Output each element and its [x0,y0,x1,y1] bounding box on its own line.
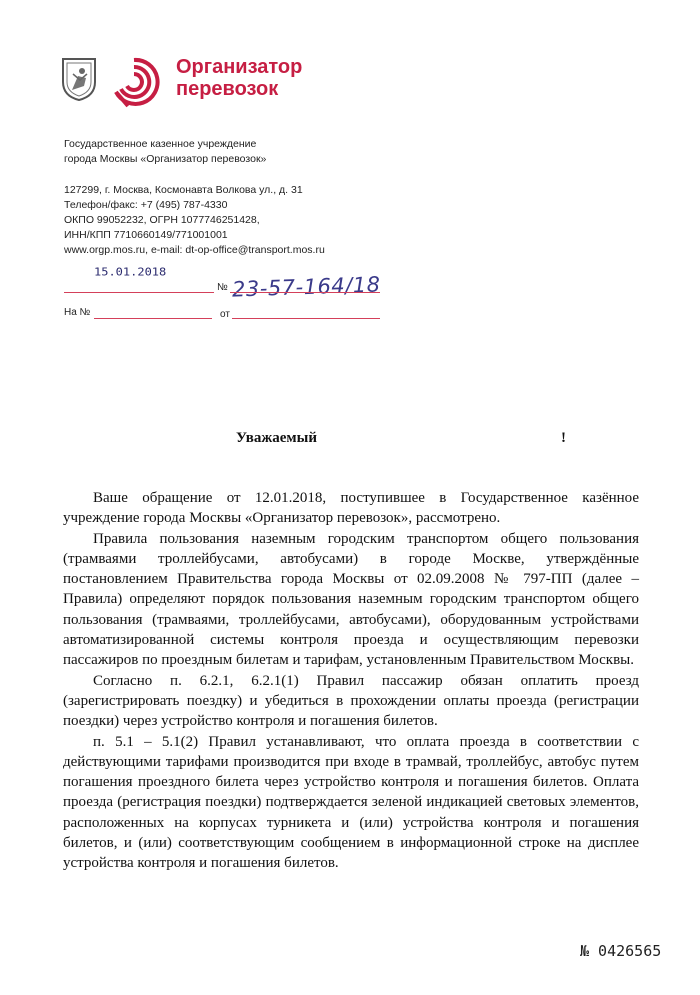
from-label: от [220,309,230,320]
logo-line-1: Организатор [176,56,303,78]
document-serial-number: № 0426565 [580,942,662,960]
organizer-logo-icon [108,56,160,108]
web-email: www.orgp.mos.ru, e-mail: dt-op-office@transport.mos.ru [64,244,325,256]
org-name-line-1: Государственное казенное учреждение [64,138,257,150]
organization-name [64,137,384,167]
from-underline [232,318,380,319]
greeting-exclamation: ! [561,430,566,446]
paragraph-2: Правила пользования наземным городским транспортом общего пользования (трамваями троллейбусами, автобусами) в городе Москве, утверждённые постановлением Правительства города Москвы от 02.09.2008 № 797-ПП (далее – Правила) определяют порядок пользования наземным городским транспортом общего пользования (трамваями, троллейбусами, автобусами), оборудованным устройствами автоматизированной системы контроля проезда и осуществляющим перевозки пассажиров по проездным билетам и тарифам, установленным Правительством Москвы. [63,530,639,669]
address: 127299, г. Москва, Космонавта Волкова ул., д. 31 [64,184,303,196]
organizer-logo-text [176,56,396,100]
paragraph-3: Согласно п. 6.2.1, 6.2.1(1) Правил пассажир обязан оплатить проезд (зарегистрировать поездку) и убедиться в прохождении оплаты проезда (регистрации поездки) через устройство контроля и погашения билетов. [63,672,639,730]
org-name-line-2: города Москвы «Организатор перевозок» [64,153,267,165]
okpo-ogrn: ОКПО 99052232, ОГРН 1077746251428, [64,214,260,226]
number-underline [230,292,380,293]
handwritten-registration-number: 23-57-164/18 [231,272,381,302]
logo-line-2: перевозок [176,78,279,100]
letter-body [63,488,639,874]
number-label: № [217,282,228,293]
greeting [236,430,566,447]
reference-underline [94,318,212,319]
greeting-text: Уважаемый [236,430,317,446]
registration-date: 15.01.2018 [94,265,167,279]
paragraph-1: Ваше обращение от 12.01.2018, поступившее в Государственное казённое учреждение города Москвы «Организатор перевозок», рассмотрено. [63,490,639,527]
inn-kpp: ИНН/КПП 7710660149/771001001 [64,229,228,241]
moscow-emblem-icon [60,56,98,102]
phone-fax: Телефон/факс: +7 (495) 787-4330 [64,199,228,211]
date-underline [64,292,214,293]
reference-label: На № [64,307,91,318]
paragraph-4: п. 5.1 – 5.1(2) Правил устанавливают, что оплата проезда в соответствии с действующими тарифами производится при входе в трамвай, троллейбус, автобус путем погашения проездного билета через устройство контроля и погашения билетов. Оплата проезда (регистрация поездки) подтверждается зеленой индикацией световых элементов, расположенных на корпусах турникета и (или) устройства контроля и погашения билетов, и (или) соответствующим сообщением в информационной строке на дисплее устройства контроля и погашения билетов. [63,733,639,872]
contact-block [64,183,404,258]
